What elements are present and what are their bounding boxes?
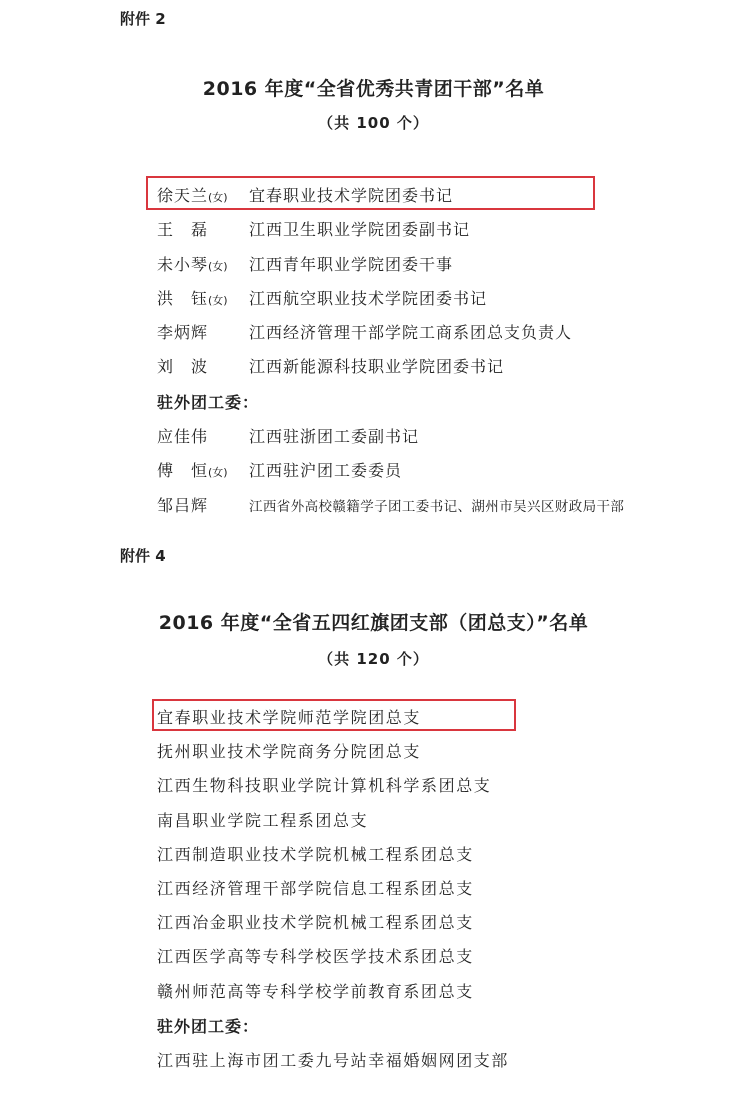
gender-note: (女): [208, 294, 228, 307]
list-item: 江西生物科技职业学院计算机科学系团总支: [157, 776, 492, 795]
attachment-label: 附件 2: [120, 10, 166, 28]
list-item: 宜春职业技术学院师范学院团总支: [157, 708, 422, 727]
list-item: [157, 217, 627, 241]
list-item: [157, 354, 627, 378]
gender-note: (女): [208, 191, 228, 204]
cadre-name: 徐天兰: [157, 186, 209, 205]
cadre-position: 江西新能源科技职业学院团委书记: [249, 357, 505, 376]
group-heading: 驻外团工委：: [157, 1017, 260, 1036]
list-item: [157, 252, 627, 276]
list-item: [157, 183, 627, 207]
list-item: 抚州职业技术学院商务分院团总支: [157, 742, 422, 761]
group-heading: 驻外团工委：: [157, 393, 260, 412]
cadre-name: 傅 恒: [157, 461, 209, 480]
cadre-name: 刘 波: [157, 357, 209, 376]
list-item: 江西冶金职业技术学院机械工程系团总支: [157, 913, 474, 932]
list-item: [157, 286, 627, 310]
gender-note: (女): [208, 260, 228, 273]
cadre-position: 江西省外高校赣籍学子团工委书记、湖州市吴兴区财政局干部: [249, 499, 625, 515]
cadre-name: 未小琴: [157, 255, 209, 274]
gender-note: (女): [208, 466, 228, 479]
cadre-position: 江西驻浙团工委副书记: [249, 427, 420, 446]
cadre-name: 应佳伟: [157, 427, 209, 446]
cadre-position: 江西青年职业学院团委干事: [249, 255, 454, 274]
cadre-position: 江西驻沪团工委委员: [249, 461, 403, 480]
cadre-position: 江西经济管理干部学院工商系团总支负责人: [249, 323, 573, 342]
list-item: 江西经济管理干部学院信息工程系团总支: [157, 879, 474, 898]
list-item: 江西医学高等专科学校医学技术系团总支: [157, 947, 474, 966]
cadre-position: 宜春职业技术学院团委书记: [249, 186, 454, 205]
attachment-label: 附件 4: [120, 547, 166, 565]
cadre-name: 李炳辉: [157, 323, 209, 342]
document-title: 2016 年度“全省五四红旗团支部（团总支）”名单: [158, 612, 589, 634]
list-item: [157, 458, 627, 482]
list-item: 江西制造职业技术学院机械工程系团总支: [157, 845, 474, 864]
list-item: [157, 493, 637, 517]
cadre-position: 江西航空职业技术学院团委书记: [249, 289, 488, 308]
cadre-name: 邹吕辉: [157, 496, 209, 515]
document-count: （共 120 个）: [318, 650, 429, 668]
document-count: （共 100 个）: [318, 114, 429, 132]
list-item: [157, 424, 627, 448]
list-item: 江西驻上海市团工委九号站幸福婚姻网团支部: [157, 1051, 510, 1070]
list-item: 赣州师范高等专科学校学前教育系团总支: [157, 982, 474, 1001]
list-item: [157, 320, 637, 344]
document-title: 2016 年度“全省优秀共青团干部”名单: [202, 78, 545, 100]
cadre-name: 洪 钰: [157, 289, 209, 308]
cadre-name: 王 磊: [157, 220, 209, 239]
cadre-position: 江西卫生职业学院团委副书记: [249, 220, 471, 239]
list-item: 南昌职业学院工程系团总支: [157, 811, 369, 830]
